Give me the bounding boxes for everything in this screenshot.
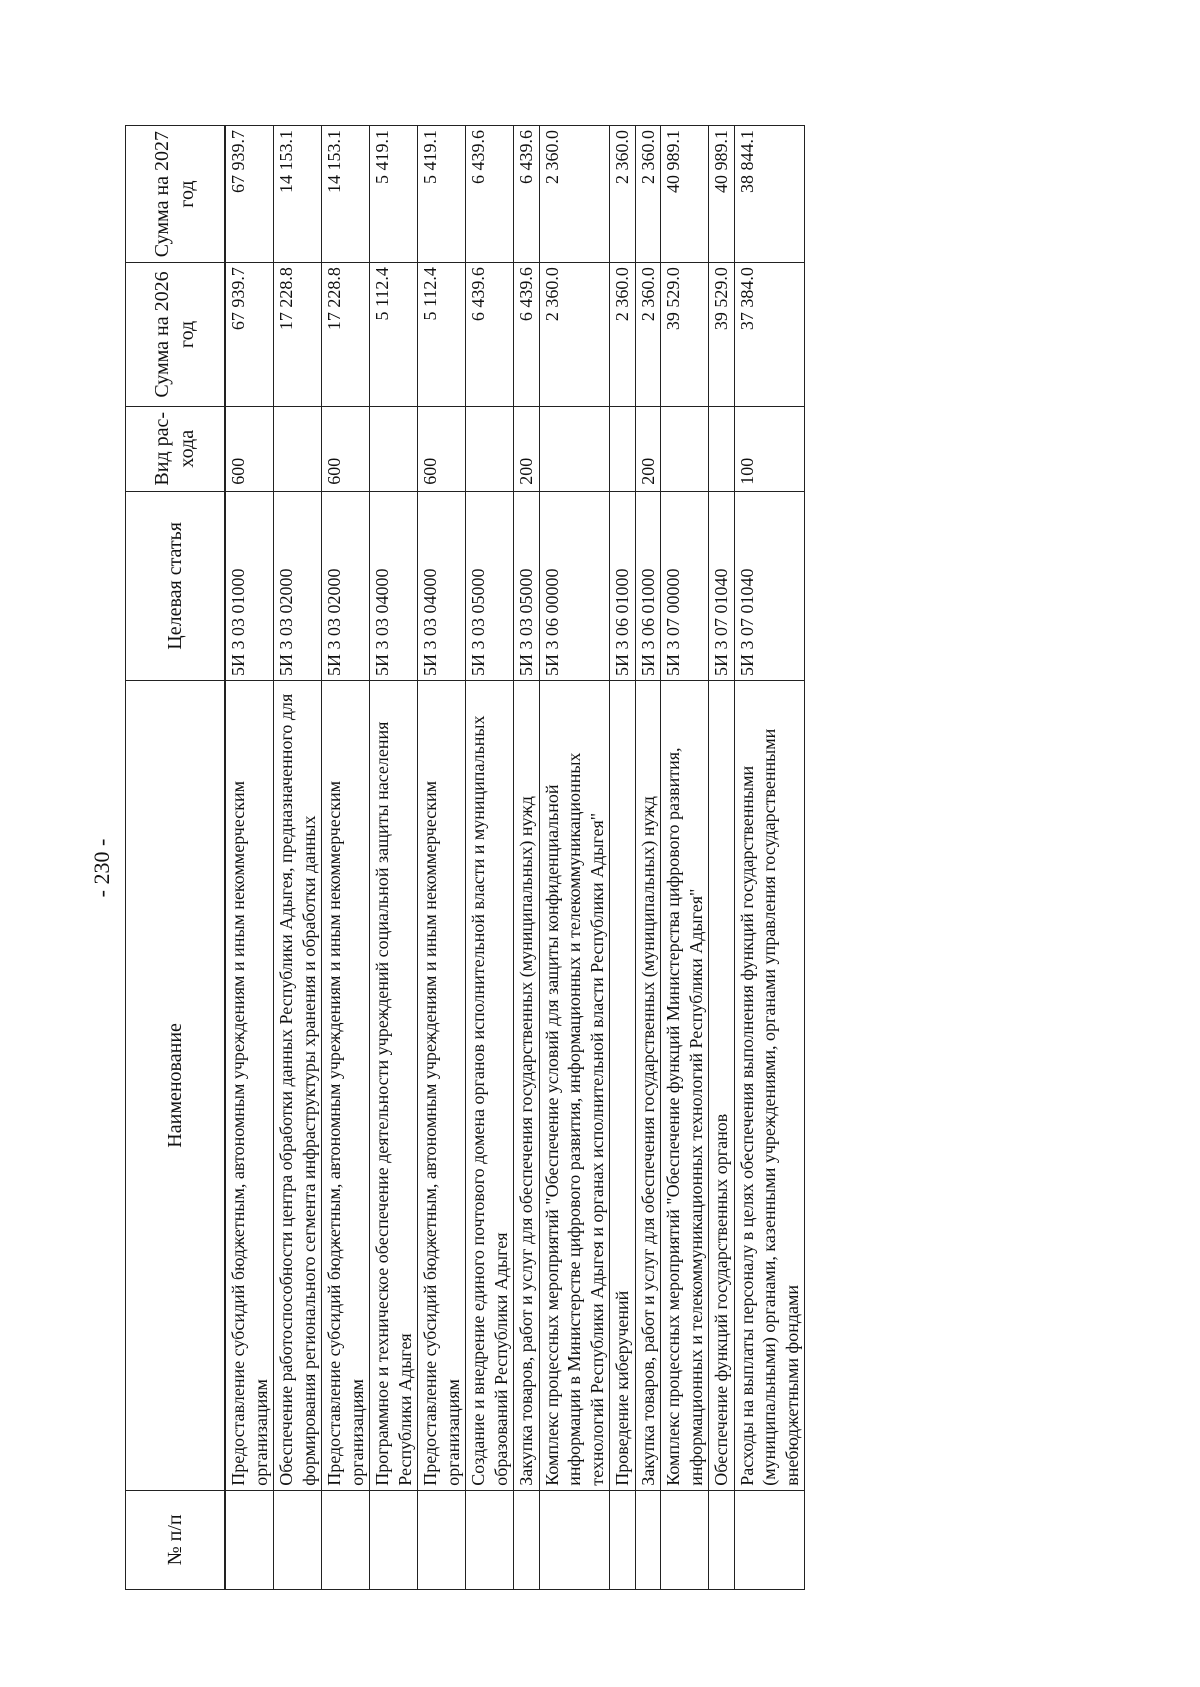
cell-name: Обеспечение функций государственных органов <box>709 681 735 1491</box>
table-row <box>274 126 322 1590</box>
cell-name: Предоставление субсидий бюджетным, автономным учреждениям и иным некоммерческим организациям <box>322 681 370 1491</box>
cell-name: Расходы на выплаты персоналу в целях обеспечения выполнения функций государственными (муниципальными) органами, казенными учреждениями, органами управления государственными внебюджетными фондами <box>734 681 805 1491</box>
table-row <box>322 126 370 1590</box>
cell-sum-2027: 2 360.0 <box>635 126 661 263</box>
cell-name: Закупка товаров, работ и услуг для обеспечения государственных (муниципальных) нужд <box>635 681 661 1491</box>
cell-vid <box>610 406 636 491</box>
cell-code: 5И 3 07 00000 <box>661 491 709 680</box>
cell-sum-2026: 5 112.4 <box>418 263 466 407</box>
cell-sum-2026: 67 939.7 <box>225 263 274 407</box>
cell-code: 5И 3 03 01000 <box>225 491 274 680</box>
table-row <box>466 126 514 1590</box>
cell-sum-2027: 5 419.1 <box>418 126 466 263</box>
cell-code: 5И 3 03 05000 <box>466 491 514 680</box>
table-row <box>635 126 661 1590</box>
cell-name: Создание и внедрение единого почтового домена органов исполнительной власти и муниципальных образований Республики Адыгея <box>466 681 514 1491</box>
cell-vid: 600 <box>322 406 370 491</box>
cell-name: Проведение киберучений <box>610 681 636 1491</box>
table-row <box>225 126 274 1590</box>
cell-sum-2026: 17 228.8 <box>274 263 322 407</box>
table-row <box>709 126 735 1590</box>
rotated-table-container <box>125 125 1055 1590</box>
cell-code: 5И 3 03 02000 <box>322 491 370 680</box>
cell-vid: 600 <box>225 406 274 491</box>
cell-name: Программное и техническое обеспечение деятельности учреждений социальной защиты населения Республики Адыгея <box>370 681 418 1491</box>
cell-num <box>225 1490 274 1589</box>
cell-name: Комплекс процессных мероприятий "Обеспечение функций Министерства цифрового развития, информационных и телекоммуникационных технологий Республики Адыгея" <box>661 681 709 1491</box>
cell-name: Комплекс процессных мероприятий "Обеспечение условий для защиты конфиденциальной информации в Министерстве цифрового развития, информационных и телекоммуникационных технологий Республики Адыгея и органах исполнительной власти Республики Адыгея" <box>539 681 610 1491</box>
cell-sum-2026: 6 439.6 <box>466 263 514 407</box>
header-name: Наименование <box>126 681 226 1491</box>
cell-num <box>274 1490 322 1589</box>
cell-sum-2026: 17 228.8 <box>322 263 370 407</box>
cell-vid <box>709 406 735 491</box>
cell-vid <box>661 406 709 491</box>
cell-num <box>661 1490 709 1589</box>
cell-sum-2026: 6 439.6 <box>514 263 540 407</box>
cell-vid: 200 <box>635 406 661 491</box>
cell-sum-2027: 40 989.1 <box>661 126 709 263</box>
table-row <box>370 126 418 1590</box>
cell-num <box>370 1490 418 1589</box>
cell-sum-2027: 14 153.1 <box>274 126 322 263</box>
cell-sum-2026: 39 529.0 <box>709 263 735 407</box>
cell-vid: 100 <box>734 406 805 491</box>
cell-sum-2026: 39 529.0 <box>661 263 709 407</box>
cell-sum-2027: 40 989.1 <box>709 126 735 263</box>
cell-sum-2027: 6 439.6 <box>514 126 540 263</box>
table-row <box>610 126 636 1590</box>
cell-num <box>322 1490 370 1589</box>
cell-num <box>635 1490 661 1589</box>
cell-vid: 600 <box>418 406 466 491</box>
cell-code: 5И 3 03 02000 <box>274 491 322 680</box>
cell-sum-2027: 6 439.6 <box>466 126 514 263</box>
cell-sum-2027: 67 939.7 <box>225 126 274 263</box>
cell-num <box>539 1490 610 1589</box>
cell-num <box>734 1490 805 1589</box>
cell-sum-2027: 5 419.1 <box>370 126 418 263</box>
table-row <box>539 126 610 1590</box>
table-header-row <box>126 126 226 1590</box>
cell-num <box>514 1490 540 1589</box>
cell-sum-2026: 5 112.4 <box>370 263 418 407</box>
cell-num <box>466 1490 514 1589</box>
cell-sum-2027: 2 360.0 <box>610 126 636 263</box>
cell-code: 5И 3 06 01000 <box>635 491 661 680</box>
page-number <box>82 838 122 898</box>
cell-code: 5И 3 06 00000 <box>539 491 610 680</box>
budget-table <box>125 125 805 1590</box>
cell-code: 5И 3 03 04000 <box>370 491 418 680</box>
cell-name: Обеспечение работоспособности центра обработки данных Республики Адыгея, предназначенного для формирования регионального сегмента инфраструктуры хранения и обработки данных <box>274 681 322 1491</box>
cell-sum-2027: 2 360.0 <box>539 126 610 263</box>
cell-sum-2026: 2 360.0 <box>610 263 636 407</box>
cell-name: Закупка товаров, работ и услуг для обеспечения государственных (муниципальных) нужд <box>514 681 540 1491</box>
cell-code: 5И 3 07 01040 <box>734 491 805 680</box>
table-row <box>661 126 709 1590</box>
cell-vid: 200 <box>514 406 540 491</box>
cell-num <box>418 1490 466 1589</box>
cell-sum-2026: 37 384.0 <box>734 263 805 407</box>
cell-code: 5И 3 03 05000 <box>514 491 540 680</box>
header-sum-2027: Сумма на 2027 год <box>126 126 226 263</box>
cell-num <box>610 1490 636 1589</box>
cell-sum-2027: 14 153.1 <box>322 126 370 263</box>
cell-code: 5И 3 06 01000 <box>610 491 636 680</box>
header-sum-2026: Сумма на 2026 год <box>126 263 226 407</box>
table-row <box>734 126 805 1590</box>
cell-code: 5И 3 03 04000 <box>418 491 466 680</box>
table-body <box>225 126 805 1590</box>
header-vid: Вид рас-хода <box>126 406 226 491</box>
cell-sum-2027: 38 844.1 <box>734 126 805 263</box>
cell-num <box>709 1490 735 1589</box>
cell-code: 5И 3 07 01040 <box>709 491 735 680</box>
cell-sum-2026: 2 360.0 <box>635 263 661 407</box>
header-code: Целевая статья <box>126 491 226 680</box>
cell-vid <box>466 406 514 491</box>
cell-name: Предоставление субсидий бюджетным, автономным учреждениям и иным некоммерческим организациям <box>225 681 274 1491</box>
table-row <box>514 126 540 1590</box>
cell-sum-2026: 2 360.0 <box>539 263 610 407</box>
header-num: № п/п <box>126 1490 226 1589</box>
page-number-text: - 230 - <box>89 838 114 898</box>
cell-name: Предоставление субсидий бюджетным, автономным учреждениям и иным некоммерческим организациям <box>418 681 466 1491</box>
cell-vid <box>370 406 418 491</box>
table-row <box>418 126 466 1590</box>
cell-vid <box>274 406 322 491</box>
cell-vid <box>539 406 610 491</box>
